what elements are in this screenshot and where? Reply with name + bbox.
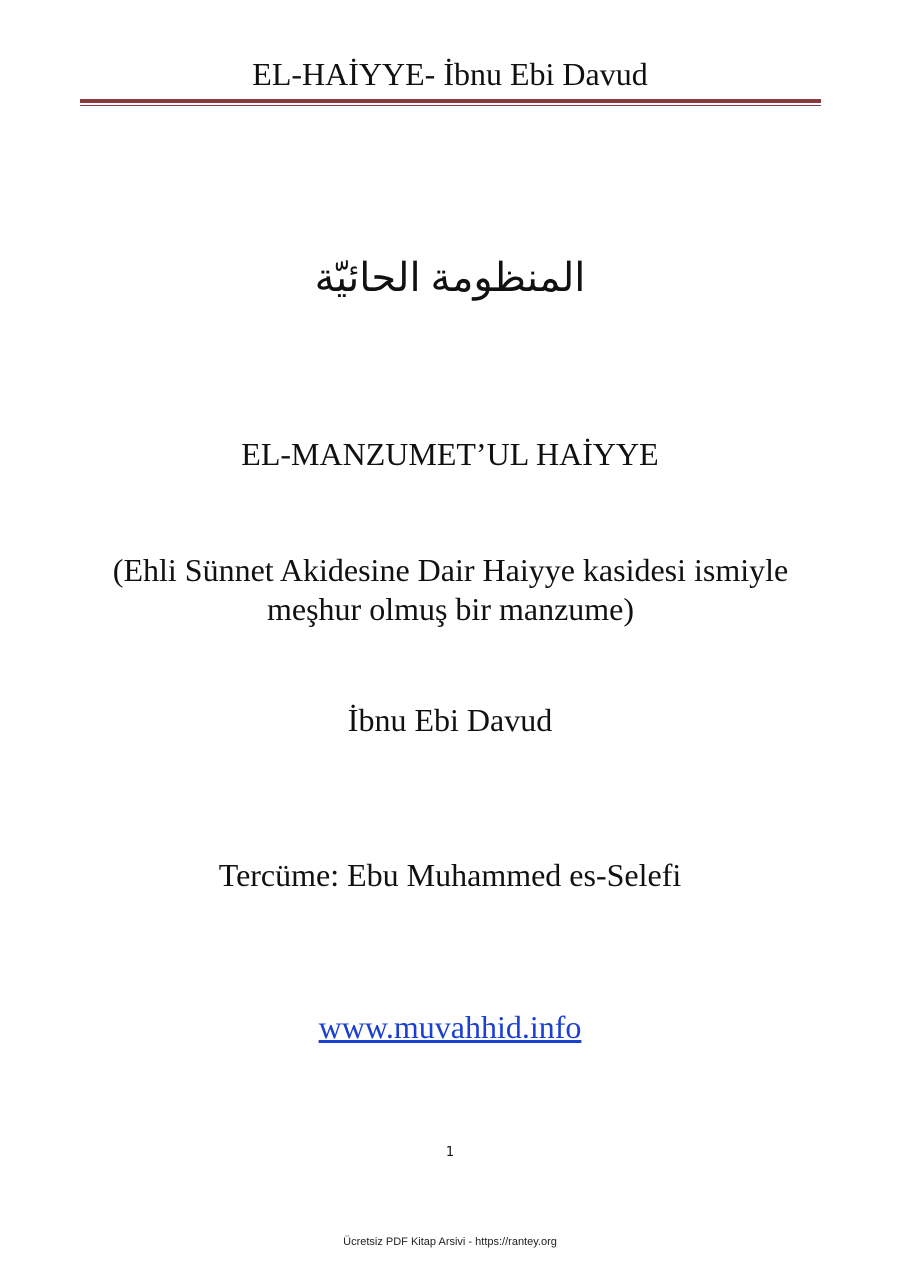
page-number: 1 <box>445 1145 455 1160</box>
footer-note: Ücretsiz PDF Kitap Arsivi - https://rantey.org <box>343 1236 557 1248</box>
header-rule <box>80 99 821 103</box>
translator-credit: Tercüme: Ebu Muhammed es-Selefi <box>218 857 682 893</box>
book-subtitle <box>80 551 821 629</box>
website-container <box>0 1007 900 1047</box>
book-title: EL-MANZUMET’UL HAİYYE <box>241 436 659 472</box>
header-rule-thin <box>80 105 821 106</box>
website-link[interactable]: www.muvahhid.info <box>318 1009 582 1045</box>
subtitle-line-1: (Ehli Sünnet Akidesine Dair Haiyye kasidesi ismiyle <box>112 552 789 588</box>
author-name: İbnu Ebi Davud <box>347 702 553 738</box>
arabic-title: المنظومة الحائيّة <box>314 255 586 300</box>
running-header-title: EL-HAİYYE- İbnu Ebi Davud <box>252 56 648 92</box>
subtitle-line-2: meşhur olmuş bir manzume) <box>266 591 635 627</box>
